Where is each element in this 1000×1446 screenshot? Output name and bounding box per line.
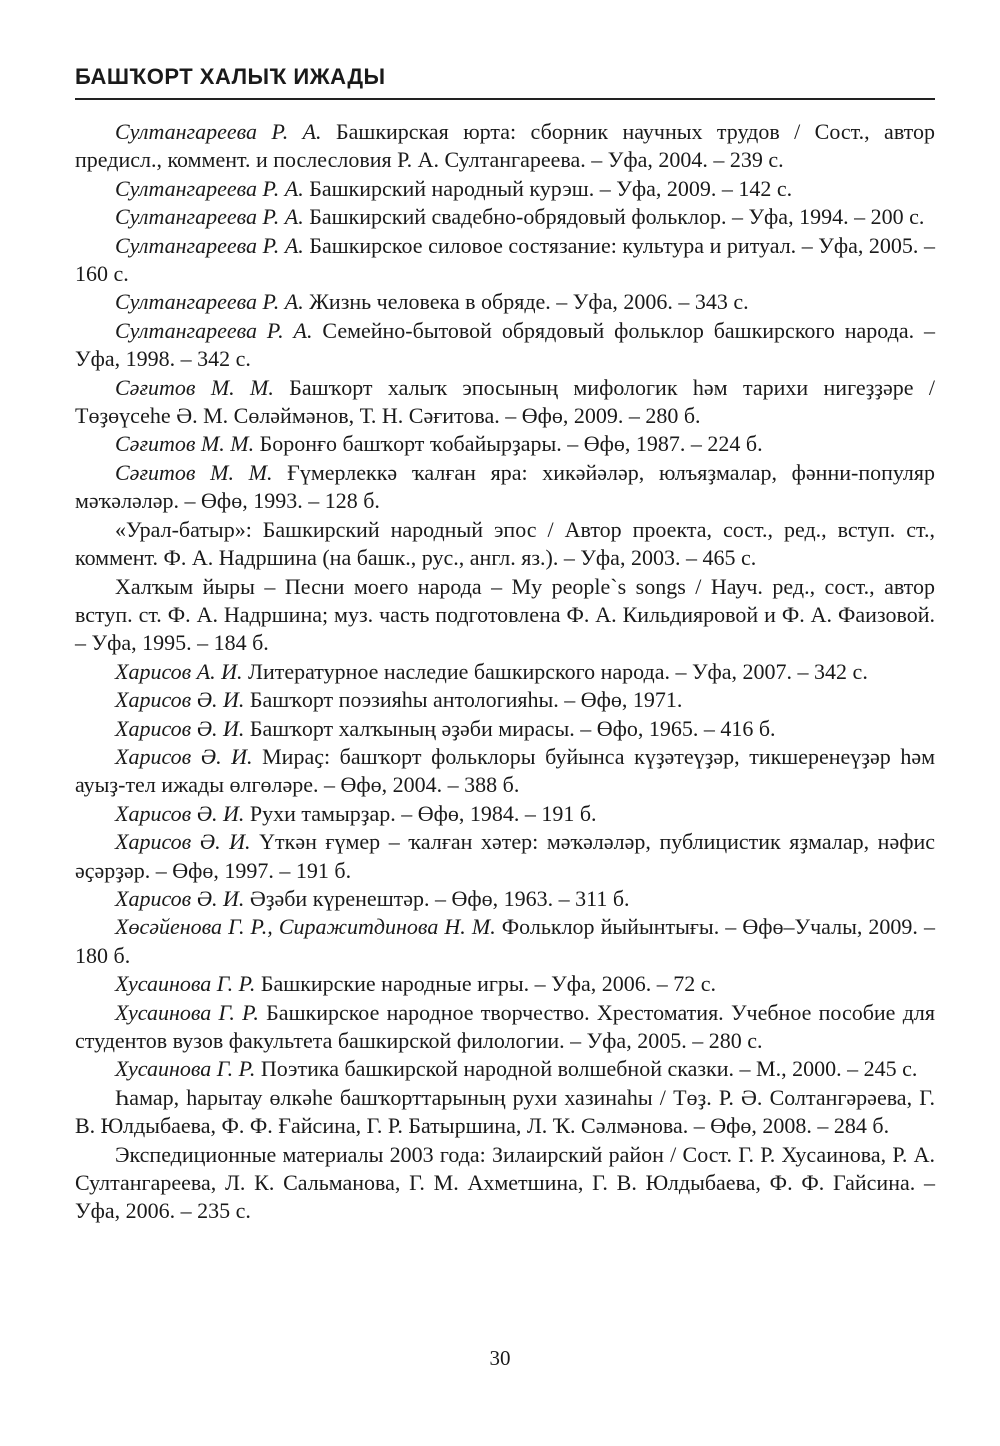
entry-text: Башкирские народные игры. – Уфа, 2006. – 72 с.	[255, 971, 717, 997]
bibliography-entry	[75, 175, 935, 203]
bibliography-entry	[75, 686, 935, 714]
entry-text: Башкирское народное творчество. Хрестоматия. Учебное пособие для студентов вузов факультета башкирской филологии. – Уфа, 2005. – 280 с.	[75, 999, 935, 1053]
entry-author: Султангареева Р. А.	[115, 204, 304, 230]
entry-text: Башкирский народный курэш. – Уфа, 2009. – 142 с.	[303, 175, 793, 201]
page-number: 30	[489, 1346, 511, 1370]
entry-author: Сәғитов М. М.	[115, 374, 274, 400]
bibliography-entry	[75, 288, 935, 316]
entry-author: Султангареева Р. А.	[115, 175, 304, 201]
page-body	[75, 62, 935, 1226]
entry-author: Хусаинова Г. Р.	[115, 971, 256, 997]
entry-author: Харисов Ә. И.	[115, 829, 251, 855]
entry-text: Фольклор йыйынтығы. – Өфө–Учалы, 2009. – 180 б.	[75, 914, 935, 968]
entry-author: Султангареева Р. А.	[115, 119, 322, 144]
entry-text: Экспедиционные материалы 2003 года: Зилаирский район / Сост. Г. Р. Хусаинова, Р. А. Султангареева, Л. К. Сальманова, Г. М. Ахметшина, Г. В. Юлдыбаева, Ф. Ф. Гайсина. – Уфа, 2006. – 235 с.	[75, 1141, 935, 1224]
entry-author: Харисов Ә. И.	[115, 687, 245, 713]
entry-text: Башҡорт халыҡ эпосының мифологик һәм тарихи нигеҙҙәре / Төҙөүсеһе Ә. М. Сөләймәнов, Т. Н. Сәғитова. – Өфө, 2009. – 280 б.	[75, 374, 935, 429]
entry-author: Султангареева Р. А.	[115, 289, 304, 315]
bibliography-entry	[75, 913, 935, 970]
entry-text: Һамар, һарытау өлкәһе башҡорттарының рухи хазинаһы / Төҙ. Р. Ә. Солтангәрәева, Г. В. Юлдыбаева, Ф. Ф. Ғайсина, Г. Р. Батыршина, Л. Ҡ. Сәлмәнова. – Өфө, 2008. – 284 б.	[75, 1084, 935, 1139]
entry-author: Сәғитов М. М.	[115, 459, 273, 485]
entry-text: Рухи тамырҙар. – Өфө, 1984. – 191 б.	[244, 800, 597, 826]
entry-text: Башкирский свадебно-обрядовый фольклор. – Уфа, 1994. – 200 с.	[303, 204, 925, 230]
entry-text: Литературное наследие башкирского народа. – Уфа, 2007. – 342 с.	[242, 658, 868, 684]
bibliography-entry	[75, 715, 935, 743]
entry-text: Әҙәби күренештәр. – Өфө, 1963. – 311 б.	[244, 885, 630, 911]
bibliography-entry	[75, 1084, 935, 1141]
entry-text: Поэтика башкирской народной волшебной сказки. – М., 2000. – 245 с.	[255, 1056, 918, 1082]
entry-author: Харисов Ә. И.	[115, 715, 245, 741]
entry-text: Семейно-бытовой обрядовый фольклор башкирского народа. – Уфа, 1998. – 342 с.	[75, 317, 936, 372]
bibliography-entry	[75, 459, 935, 516]
running-head: БАШҠОРТ ХАЛЫҠ ИЖАДЫ	[75, 62, 935, 100]
entry-text: Башҡорт халҡының әҙәби мирасы. – Өфо, 1965. – 416 б.	[244, 715, 776, 741]
entry-author: Харисов Ә. И.	[115, 743, 253, 769]
entry-text: Башҡорт поэзияһы антологияһы. – Өфө, 1971.	[244, 687, 683, 713]
bibliography-entry	[75, 970, 935, 998]
bibliography-entry	[75, 516, 935, 573]
entry-text: Башкирская юрта: сборник научных трудов / Сост., автор предисл., коммент. и послесловия Р. А. Султангареева. – Уфа, 2004. – 239 с.	[75, 119, 935, 173]
entry-author: Харисов А. И.	[115, 658, 243, 684]
entry-text: «Урал-батыр»: Башкирский народный эпос / Автор проекта, сост., ред., вступ. ст., коммент. Ф. А. Надршина (на башк., рус., англ. яз.). – Уфа, 2003. – 465 с.	[75, 516, 935, 571]
bibliography-entry	[75, 118, 935, 175]
bibliography-entry	[75, 1141, 935, 1226]
entry-text: Башкирское силовое состязание: культура и ритуал. – Уфа, 2005. – 160 с.	[75, 232, 935, 287]
entry-text: Ғүмерлеккә ҡалған яра: хикәйәләр, юлъяҙмалар, фәнни-популяр мәҡәләләр. – Өфө, 1993. – 128 б.	[75, 459, 935, 514]
bibliography-entry	[75, 232, 935, 289]
entry-author: Харисов Ә. И.	[115, 800, 245, 826]
entry-author: Хөсәйенова Г. Р., Сиражитдинова Н. М.	[115, 914, 496, 940]
bibliography-entry	[75, 828, 935, 885]
bibliography-entry	[75, 743, 935, 800]
entry-author: Султангареева Р. А.	[115, 232, 304, 258]
bibliography-entry	[75, 430, 935, 458]
entry-author: Султангареева Р. А.	[115, 317, 313, 343]
bibliography-entry	[75, 800, 935, 828]
entry-author: Хусаинова Г. Р.	[115, 999, 259, 1025]
bibliography-entry	[75, 658, 935, 686]
entry-text: Жизнь человека в обряде. – Уфа, 2006. – 343 с.	[303, 289, 749, 315]
entry-text: Үткән ғүмер – ҡалған хәтер: мәҡәләләр, публицистик яҙмалар, нәфис әҫәрҙәр. – Өфө, 1997. – 191 б.	[75, 829, 935, 883]
bibliography-entry	[75, 317, 935, 374]
entry-text: Халҡым йыры – Песни моего народа – My people`s songs / Науч. ред., сост., автор вступ. ст. Ф. А. Надршина; муз. часть подготовлена Ф. А. Кильдияровой и Ф. А. Фаизовой. – Уфа, 1995. – 184 б.	[75, 573, 935, 656]
bibliography-entry	[75, 999, 935, 1056]
entry-author: Хусаинова Г. Р.	[115, 1056, 256, 1082]
bibliography-entry	[75, 573, 935, 658]
bibliography-entry	[75, 203, 935, 231]
entry-text: Мираҫ: башҡорт фольклоры буйынса күҙәтеүҙәр, тикшеренеүҙәр һәм ауыҙ-тел ижады өлгөләре. – Өфө, 2004. – 388 б.	[75, 743, 936, 798]
bibliography-entry	[75, 885, 935, 913]
bibliography-list	[75, 118, 935, 1226]
bibliography-entry	[75, 1055, 935, 1083]
entry-author: Харисов Ә. И.	[115, 885, 245, 911]
bibliography-entry	[75, 374, 935, 431]
entry-text: Боронғо башҡорт ҡобайырҙары. – Өфө, 1987. – 224 б.	[254, 431, 763, 457]
entry-author: Сәғитов М. М.	[115, 431, 255, 457]
